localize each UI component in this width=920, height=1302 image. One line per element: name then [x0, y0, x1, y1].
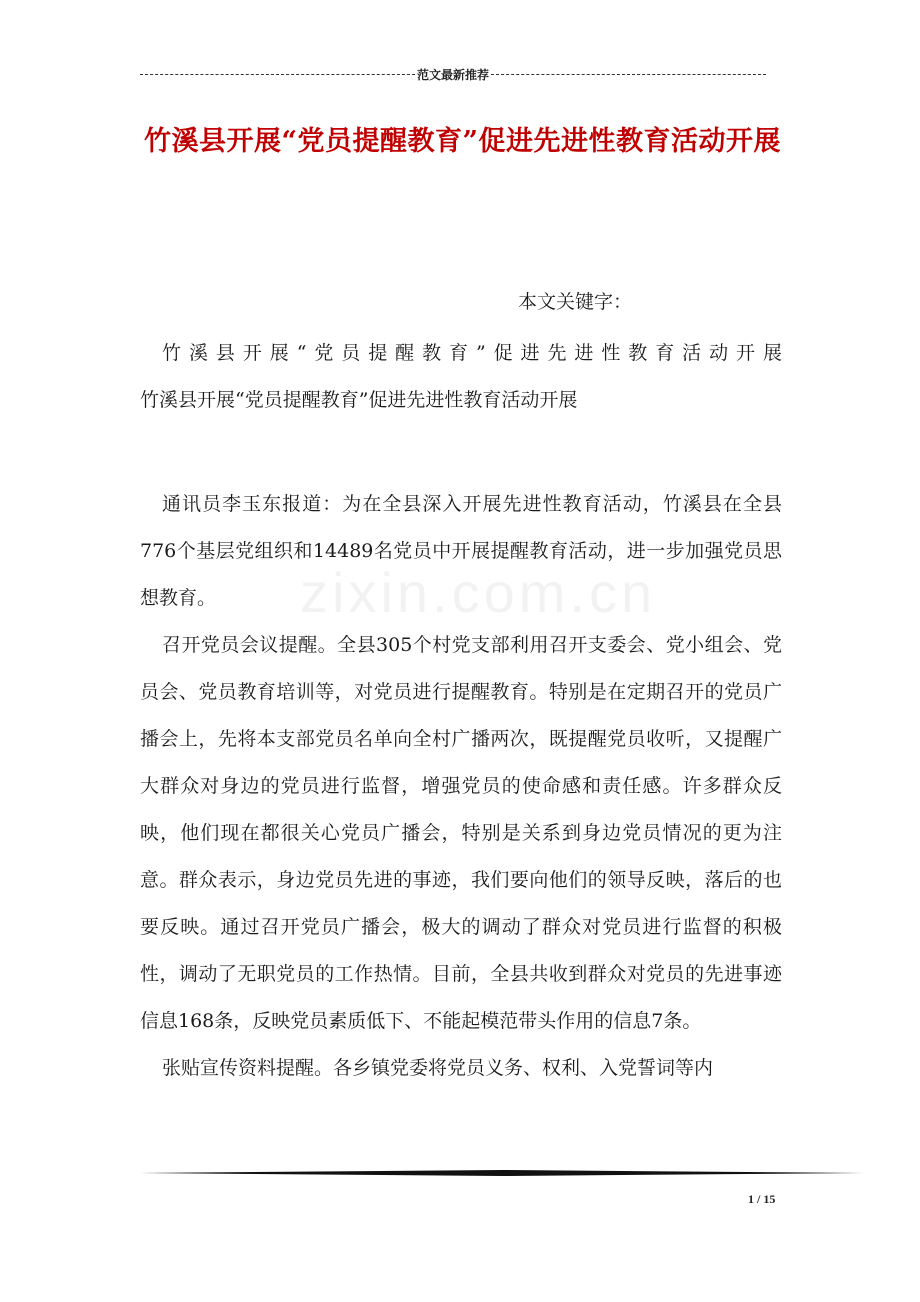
header-label: 范文最新推荐 — [417, 68, 490, 82]
header-dash-right — [491, 74, 766, 75]
footer-rule — [140, 1170, 864, 1176]
article-body — [140, 481, 782, 1092]
keywords-line-2: 竹溪县开展“党员提醒教育”促进先进性教育活动开展 — [140, 389, 578, 411]
document-title: 竹溪县开展“党员提醒教育”促进先进性教育活动开展 — [143, 126, 782, 157]
keywords-label: 本文关键字： — [518, 291, 633, 313]
page-number: 1 / 15 — [748, 1192, 776, 1206]
paragraph: 召开党员会议提醒。全县305个村党支部利用召开支委会、党小组会、党员会、党员教育培训等，对党员进行提醒教育。特别是在定期召开的党员广播会上，先将本支部党员名单向全村广播两次，既提醒党员收听，又提醒广大群众对身边的党员进行监督，增强党员的使命感和责任感。许多群众反映，他们现在都很关心党员广播会，特别是关系到身边党员情况的更为注意。群众表示，身边党员先进的事迹，我们要向他们的领导反映，落后的也要反映。通过召开党员广播会，极大的调动了群众对党员进行监督的积极性，调动了无职党员的工作热情。目前，全县共收到群众对党员的先进事迹信息168条，反映党员素质低下、不能起模范带头作用的信息7条。 — [140, 634, 782, 1032]
keywords-line-1: 竹溪县开展“党员提醒教育”促进先进性教育活动开展 — [162, 342, 782, 364]
header-dash-left — [140, 74, 415, 75]
header-rule — [140, 66, 766, 83]
paragraph: 张贴宣传资料提醒。各乡镇党委将党员义务、权利、入党誓词等内 — [162, 1057, 714, 1079]
paragraph: 通讯员李玉东报道：为在全县深入开展先进性教育活动，竹溪县在全县776个基层党组织和14489名党员中开展提醒教育活动，进一步加强党员思想教育。 — [140, 493, 782, 609]
watermark: zixin.com.cn — [300, 561, 657, 624]
